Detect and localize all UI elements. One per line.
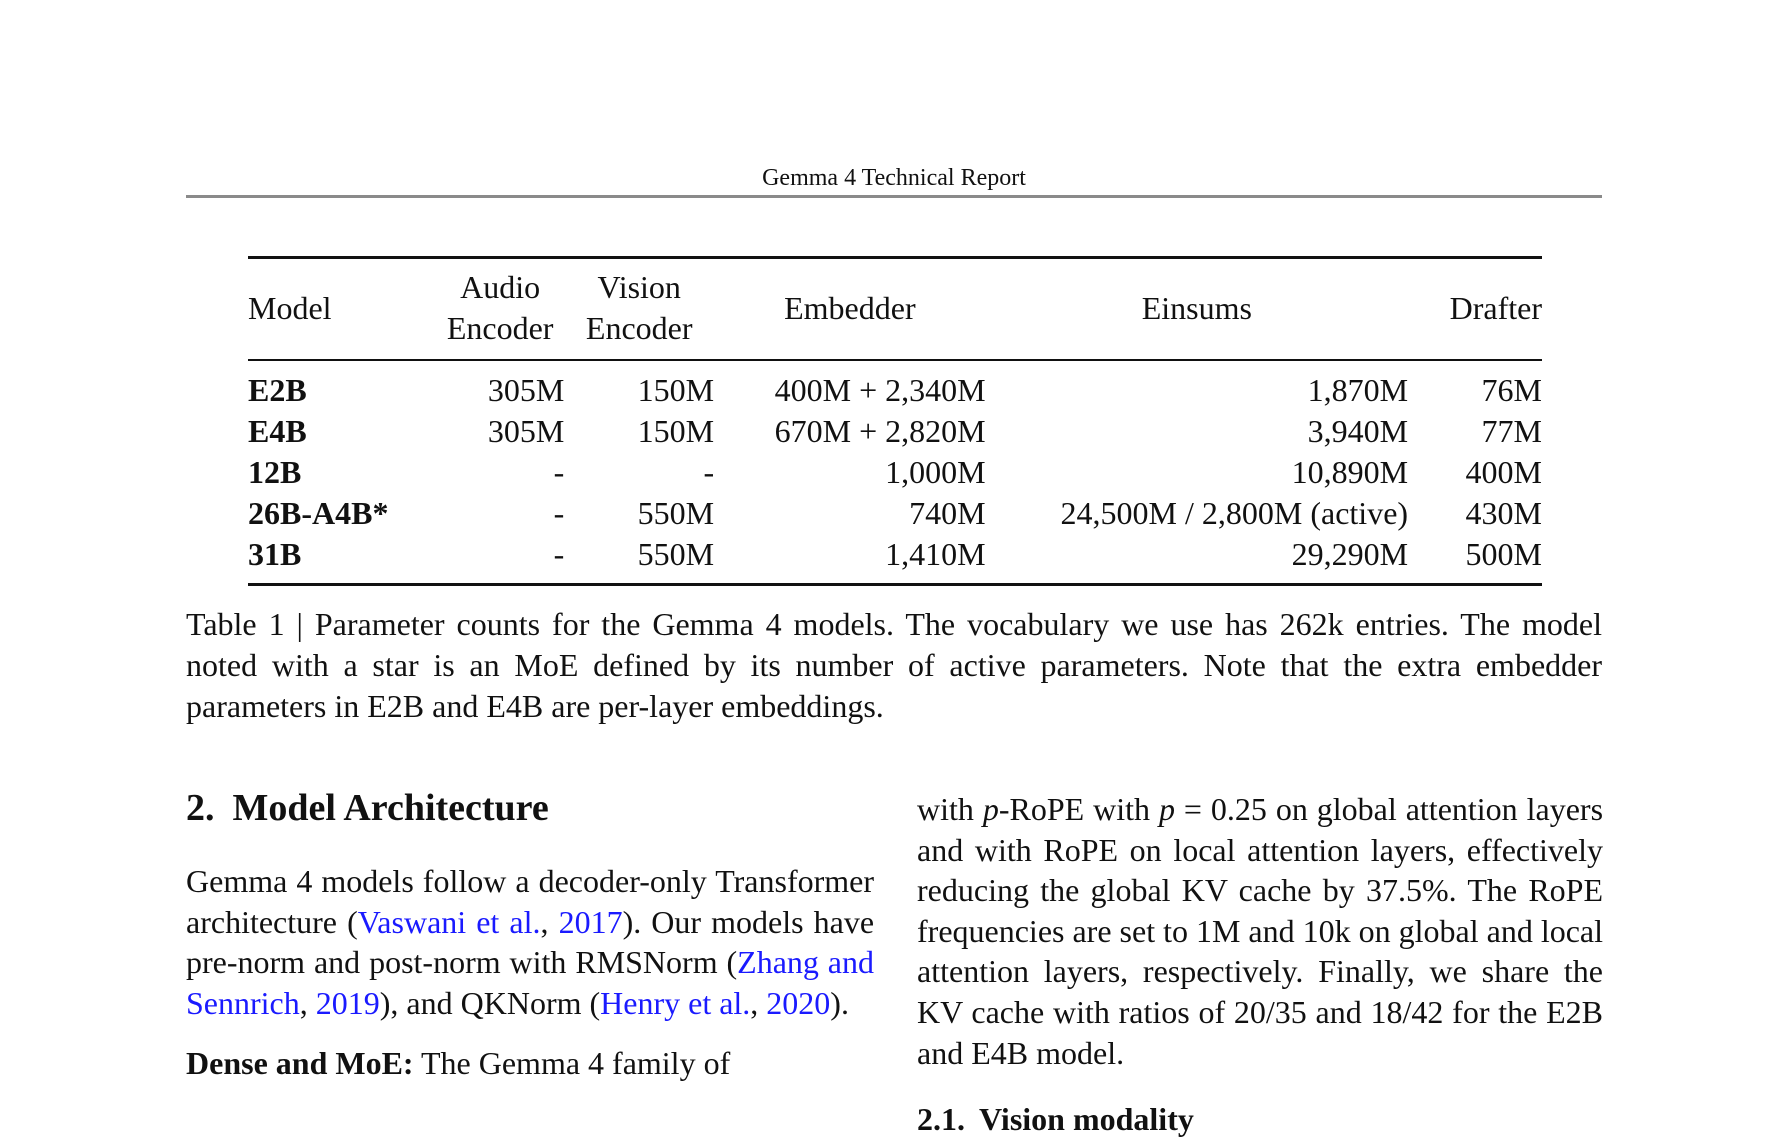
header-rule	[186, 195, 1602, 198]
cell-audio: 305M	[487, 372, 565, 408]
paragraph-text: with	[917, 791, 983, 827]
cell-einsums: 10,890M	[1291, 454, 1409, 490]
cell-vision: -	[703, 454, 715, 490]
citation-year-link[interactable]: 2019	[315, 984, 380, 1021]
citation-year-link[interactable]: 2017	[558, 903, 623, 940]
header-vision-encoder	[564, 258, 714, 361]
cell-model: 31B	[248, 536, 302, 572]
cell-vision: 150M	[637, 372, 715, 408]
cell-audio: -	[553, 495, 565, 531]
citation-year-link[interactable]: 2020	[766, 984, 831, 1021]
section-heading	[186, 785, 874, 831]
table-row	[248, 452, 1542, 493]
cell-model: E4B	[248, 413, 307, 449]
table-row	[248, 411, 1542, 452]
cell-embedder: 400M + 2,340M	[774, 372, 986, 408]
cell-einsums: 24,500M / 2,800M (active)	[1060, 495, 1409, 531]
cell-embedder: 740M	[909, 495, 986, 531]
subsection-title: Vision modality	[979, 1101, 1194, 1138]
table-row	[248, 360, 1542, 411]
cell-audio: 305M	[487, 413, 565, 449]
header-model: Model	[248, 289, 332, 326]
header-embedder: Embedder	[784, 289, 916, 326]
subsection-heading	[917, 1099, 1603, 1139]
citation-link[interactable]: Henry et al.	[600, 984, 751, 1021]
cell-vision: 150M	[637, 413, 715, 449]
cell-embedder: 670M + 2,820M	[774, 413, 986, 449]
cell-model: E2B	[248, 372, 307, 408]
section-title: Model Architecture	[232, 787, 549, 829]
intro-text: ), and QKNorm (	[379, 984, 601, 1021]
left-column	[186, 785, 874, 1084]
header-drafter: Drafter	[1449, 289, 1542, 326]
header-einsums: Einsums	[1141, 289, 1252, 326]
citation-separator: ,	[750, 984, 767, 1021]
dense-moe-paragraph	[186, 1043, 874, 1084]
citation-separator: ,	[299, 984, 316, 1021]
math-variable: p	[1158, 791, 1175, 827]
intro-text: Gemma 4 models follow a decoder-only Transformer architecture (	[186, 863, 874, 940]
intro-text: ). Our models have pre-norm and post-norm with RMSNorm (	[186, 903, 875, 981]
paragraph-run-in-heading: Dense and MoE:	[186, 1045, 414, 1082]
cell-drafter: 430M	[1465, 495, 1542, 531]
intro-text: ).	[830, 984, 849, 1021]
table-row	[248, 493, 1542, 534]
header-vision-line2: Encoder	[585, 310, 693, 346]
table-header-row	[248, 258, 1542, 361]
header-vision-line1: Vision	[597, 269, 681, 305]
cell-drafter: 500M	[1465, 536, 1542, 572]
cell-embedder: 1,000M	[885, 454, 986, 490]
intro-paragraph	[186, 861, 874, 1023]
right-column	[917, 789, 1603, 1139]
citation-link[interactable]: Zhang and Sennrich	[186, 944, 874, 1021]
cell-embedder: 1,410M	[885, 536, 986, 572]
cell-einsums: 29,290M	[1291, 536, 1409, 572]
cell-einsums: 3,940M	[1307, 413, 1409, 449]
cell-drafter: 400M	[1465, 454, 1542, 490]
cell-drafter: 76M	[1481, 372, 1542, 408]
math-variable: p	[982, 791, 999, 827]
table-caption: Table 1 | Parameter counts for the Gemma 4 models. The vocabulary we use has 262k entries. The model noted with a star is an MoE defined by its number of active parameters. Note that the extra embedder parameters in E2B and E4B are per-layer embeddings.	[186, 606, 1602, 724]
cell-einsums: 1,870M	[1307, 372, 1409, 408]
section-number: 2.	[186, 787, 215, 829]
subsection-number: 2.1.	[917, 1101, 965, 1138]
table-row	[248, 534, 1542, 585]
paragraph-text: -RoPE with	[998, 791, 1159, 827]
header-audio-encoder	[416, 258, 564, 361]
header-audio-line2: Encoder	[446, 310, 554, 346]
cell-vision: 550M	[637, 536, 715, 572]
cell-audio: -	[553, 454, 565, 490]
paragraph-text: = 0.25 on global attention layers and with RoPE on local attention layers, effectively reducing the global KV cache by 37.5%. The RoPE frequencies are set to 1M and 10k on global and local attention layers, respectively. Finally, we share the KV cache with ratios of 20/35 and 18/42 for the E2B and E4B model.	[917, 791, 1604, 1071]
rope-paragraph	[917, 789, 1603, 1073]
cell-audio: -	[553, 536, 565, 572]
citation-separator: ,	[540, 903, 559, 940]
citation-link[interactable]: Vaswani et al.	[357, 903, 541, 940]
cell-model: 12B	[248, 454, 302, 490]
cell-drafter: 77M	[1481, 413, 1542, 449]
header-audio-line1: Audio	[460, 269, 541, 305]
paragraph-text: The Gemma 4 family of	[413, 1045, 731, 1082]
running-header: Gemma 4 Technical Report	[762, 165, 1026, 191]
cell-vision: 550M	[637, 495, 715, 531]
cell-model: 26B-A4B*	[248, 495, 389, 531]
parameter-table	[248, 256, 1542, 586]
